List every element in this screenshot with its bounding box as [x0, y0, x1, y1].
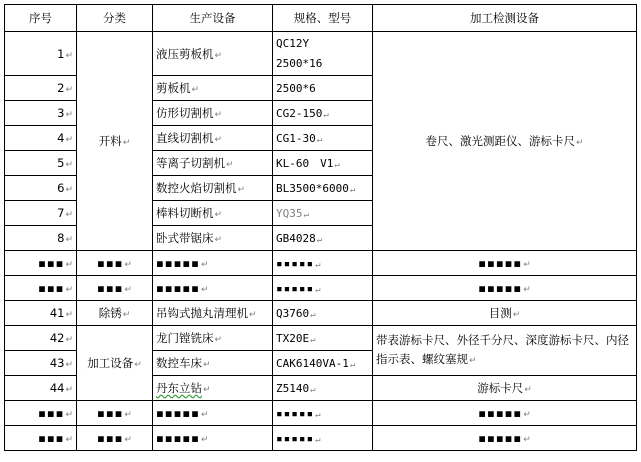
device-cell: 龙门镗铣床↵ — [153, 326, 273, 351]
header-no: 序号 — [5, 5, 77, 32]
ellipsis-cell: ▪▪▪↵ — [5, 401, 77, 426]
ellipsis-cell: ▪▪▪▪▪↵ — [273, 401, 373, 426]
ellipsis-cell: ▪▪▪↵ — [5, 251, 77, 276]
ellipsis-cell: ▪▪▪▪▪↵ — [273, 251, 373, 276]
inspection-cell: 带表游标卡尺、外径千分尺、深度游标卡尺、内径指示表、螺纹塞规↵ — [373, 326, 637, 376]
spec-cell: 2500*6 — [273, 76, 373, 101]
device-cell: 仿形切割机↵ — [153, 101, 273, 126]
device-cell: 液压剪板机↵ — [153, 32, 273, 76]
row-no: 42↵ — [5, 326, 77, 351]
spec-cell: TX20E↵ — [273, 326, 373, 351]
row-no: 43↵ — [5, 351, 77, 376]
device-cell: 直线切割机↵ — [153, 126, 273, 151]
row-no: 7↵ — [5, 201, 77, 226]
ellipsis-cell: ▪▪▪↵ — [77, 401, 153, 426]
spec-cell: GB4028↵ — [273, 226, 373, 251]
inspection-cell: 卷尺、激光测距仪、游标卡尺↵ — [373, 32, 637, 251]
inspection-cell: 目测↵ — [373, 301, 637, 326]
category-cell: 除锈↵ — [77, 301, 153, 326]
row-no: 44↵ — [5, 376, 77, 401]
header-category: 分类 — [77, 5, 153, 32]
spec-cell: CG1-30↵ — [273, 126, 373, 151]
ellipsis-cell: ▪▪▪▪▪↵ — [373, 276, 637, 301]
spec-cell: CAK6140VA-1↵ — [273, 351, 373, 376]
ellipsis-row — [5, 426, 637, 451]
ellipsis-cell: ▪▪▪▪▪↵ — [153, 401, 273, 426]
table-header-row — [5, 5, 637, 32]
device-cell: 剪板机↵ — [153, 76, 273, 101]
ellipsis-cell: ▪▪▪↵ — [77, 426, 153, 451]
ellipsis-cell: ▪▪▪▪▪↵ — [153, 276, 273, 301]
spec-cell: BL3500*6000↵ — [273, 176, 373, 201]
category-cell: 开料↵ — [77, 32, 153, 251]
table-row — [5, 326, 637, 351]
ellipsis-cell: ▪▪▪▪▪↵ — [373, 426, 637, 451]
ellipsis-cell: ▪▪▪↵ — [77, 251, 153, 276]
ellipsis-row — [5, 276, 637, 301]
device-cell: 棒料切断机↵ — [153, 201, 273, 226]
table-row — [5, 301, 637, 326]
ellipsis-cell: ▪▪▪▪▪↵ — [153, 251, 273, 276]
ellipsis-row — [5, 401, 637, 426]
row-no: 5↵ — [5, 151, 77, 176]
device-cell: 数控车床↵ — [153, 351, 273, 376]
row-no: 2↵ — [5, 76, 77, 101]
ellipsis-cell: ▪▪▪↵ — [77, 276, 153, 301]
header-device: 生产设备 — [153, 5, 273, 32]
device-cell: 等离子切割机↵ — [153, 151, 273, 176]
header-spec: 规格、型号 — [273, 5, 373, 32]
ellipsis-row — [5, 251, 637, 276]
row-no: 41↵ — [5, 301, 77, 326]
spec-cell: KL-60 V1↵ — [273, 151, 373, 176]
row-no: 8↵ — [5, 226, 77, 251]
spec-cell: CG2-150↵ — [273, 101, 373, 126]
ellipsis-cell: ▪▪▪▪▪↵ — [373, 251, 637, 276]
device-cell: 数控火焰切割机↵ — [153, 176, 273, 201]
device-cell: 丹东立钻↵ — [153, 376, 273, 401]
device-cell: 卧式带锯床↵ — [153, 226, 273, 251]
row-no: 1↵ — [5, 32, 77, 76]
ellipsis-cell: ▪▪▪▪▪↵ — [153, 426, 273, 451]
row-no: 3↵ — [5, 101, 77, 126]
header-inspection: 加工检测设备 — [373, 5, 637, 32]
table-row — [5, 32, 637, 76]
ellipsis-cell: ▪▪▪↵ — [5, 276, 77, 301]
ellipsis-cell: ▪▪▪▪▪↵ — [273, 426, 373, 451]
spec-cell: Q3760↵ — [273, 301, 373, 326]
spec-cell: Z5140↵ — [273, 376, 373, 401]
inspection-cell: 游标卡尺↵ — [373, 376, 637, 401]
row-no: 4↵ — [5, 126, 77, 151]
ellipsis-cell: ▪▪▪↵ — [5, 426, 77, 451]
spec-cell: YQ35↵ — [273, 201, 373, 226]
equipment-table — [4, 4, 637, 451]
ellipsis-cell: ▪▪▪▪▪↵ — [273, 276, 373, 301]
device-cell: 吊钩式抛丸清理机↵ — [153, 301, 273, 326]
ellipsis-cell: ▪▪▪▪▪↵ — [373, 401, 637, 426]
spec-cell: QC12Y 2500*16 — [273, 32, 373, 76]
category-cell: 加工设备↵ — [77, 326, 153, 401]
row-no: 6↵ — [5, 176, 77, 201]
